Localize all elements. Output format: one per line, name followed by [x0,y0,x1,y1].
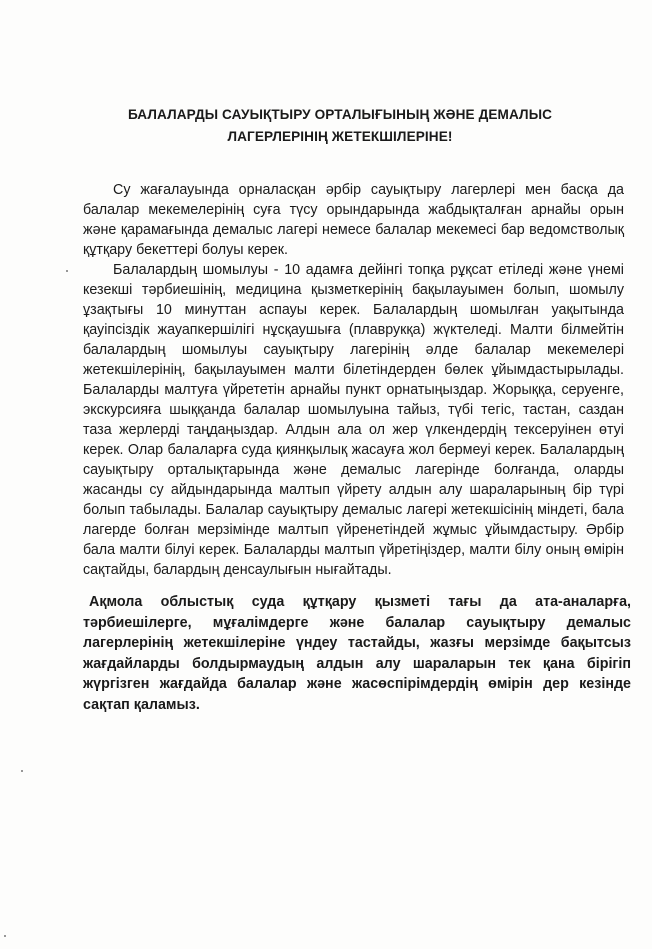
scan-speck [66,270,68,272]
scan-speck [4,935,6,937]
paragraph-2: Балалардың шомылуы - 10 адамға дейінгі топқа рұқсат етіледі және үнемі кезекші тәрбиешінің, медицина қызметкерінің бақылауымен болып, шомылу ұзақтығы 10 минуттан аспауы керек. Балалардың шомылған уақытында қауіпсіздік жауапкершілігі нұсқаушыға (плаврукқа) жүктеледі. Малти білмейтін балалардың шомылуы сауықтыру лагерінің әлде балалар мекемелері жетекшілерінің, бақылауымен малти білетіндерден бөлек ұйымдастырылады. Балаларды малтуға үйрететін арнайы пункт орнатыңыздар. Жорыққа, серуенге, экскурсияға шыққанда балалар шомылуына тайыз, түбі тегіс, тастан, саздан таза жерлерді таңдаңыздар. Алдын ала ол жер үлкендердің тексеруінен өтуі керек. Олар балаларға суда қиянқылық жасауға жол бермеуі керек. Балалардың сауықтыру орталықтарында және демалыс лагерінде болғанда, оларды жасанды су айдындарында малтып үйрету алдын алу шараларының бір түрі болып табылады. Балалар сауықтыру демалыс лагері жетекшісінің міндеті, бала лагерде болған мерзімінде малтып үйренетіндей жұмыс ұйымдастыру. Әрбір бала малти білуі керек. Балаларды малтып үйретіңіздер, малти білу оның өмірін сақтайды, балардың денсаулығын нығайтады. [83,262,624,578]
title-line-1: БАЛАЛАРДЫ САУЫҚТЫРУ ОРТАЛЫҒЫНЫҢ ЖӘНЕ ДЕМАЛЫС [127,107,553,122]
document-body [83,180,624,580]
title-line-2: ЛАГЕРЛЕРІНІҢ ЖЕТЕКШІЛЕРІНЕ! [227,129,453,144]
document-title [60,104,620,148]
scan-speck [21,770,23,772]
closing-appeal: Ақмола облыстық суда құтқару қызметі тағы да ата-аналарға, тәрбиешілерге, мұғалімдерге және балалар сауықтыру демалыс лагерлерінің жетекшілеріне үндеу тастайды, жазғы мерзімде бақытсыз жағдайларды болдырмаудың алдын алу шараларын тек қана бірігіп жүргізген жағдайда балалар және жасөспірімдердің өмірін дер кезінде сақтап қаламыз. [83,594,631,713]
paragraph-1: Су жағалауында орналасқан әрбір сауықтыру лагерлері мен басқа да балалар мекемелерінің суға түсу орындарында жабдықталған арнайы орын және қарамағында демалыс лагері немесе балалар мекемесі бар ведомстволық құтқару бекеттері болуы керек. [83,182,624,258]
